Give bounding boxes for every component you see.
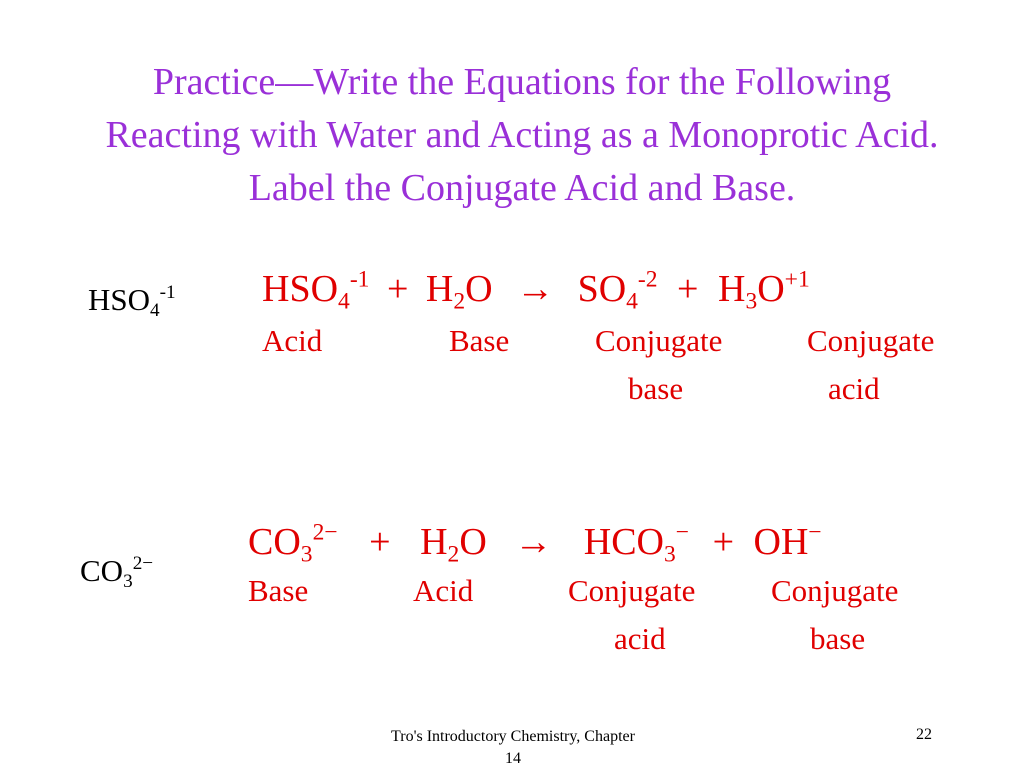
product-2: OH− — [753, 519, 822, 563]
title-line-3: Label the Conjugate Acid and Base. — [248, 167, 796, 209]
species-label-1: $HSO_4^{-1}$ — [88, 282, 176, 322]
slide-title — [20, 56, 1024, 215]
label-1-1: Acid — [262, 323, 323, 358]
product-2: $H_3O^{+1}$ — [717, 266, 810, 315]
label-2-4-bottom: base — [810, 621, 866, 656]
label-1-4-bottom: acid — [828, 371, 880, 406]
product-1: $HCO_3^-$ — [583, 519, 690, 568]
product-1: $SO_4^{-2}$ — [577, 266, 658, 315]
label-1-2: Base — [449, 323, 510, 358]
label-2-2: Acid — [413, 573, 474, 608]
label-1-3-top: Conjugate — [595, 323, 723, 358]
plus-sign: + — [677, 268, 699, 310]
reactant-2: $H_2O$ — [420, 521, 487, 568]
plus-sign: + — [386, 268, 409, 310]
title-line-1: Practice—Write the Equations for the Following — [152, 61, 892, 103]
reactant-2: $H_2O$ — [425, 268, 493, 315]
equation-2 — [248, 519, 822, 568]
reactant-1: $HSO_4^{-1}$ — [262, 266, 370, 315]
reaction-arrow: → — [514, 521, 553, 563]
label-1-4-top: Conjugate — [807, 323, 935, 358]
page-number: 22 — [916, 726, 932, 743]
label-2-3-bottom: acid — [614, 621, 666, 656]
plus-sign: + — [712, 521, 734, 563]
label-1-3-bottom: base — [628, 371, 684, 406]
footer-source: Tro's Introductory Chemistry, Chapter 14 — [391, 728, 635, 767]
reactant-1: $CO_3^{2-}$ — [248, 519, 338, 568]
label-2-3-top: Conjugate — [568, 573, 696, 608]
reaction-arrow: → — [516, 268, 555, 310]
species-label-2: $CO_3^{2-}$ — [80, 553, 154, 593]
label-2-1: Base — [248, 573, 309, 608]
label-2-4-top: Conjugate — [771, 573, 899, 608]
title-line-2: Reacting with Water and Acting as a Monoprotic Acid. — [105, 114, 939, 156]
equation-1 — [262, 266, 810, 315]
plus-sign: + — [369, 521, 391, 563]
